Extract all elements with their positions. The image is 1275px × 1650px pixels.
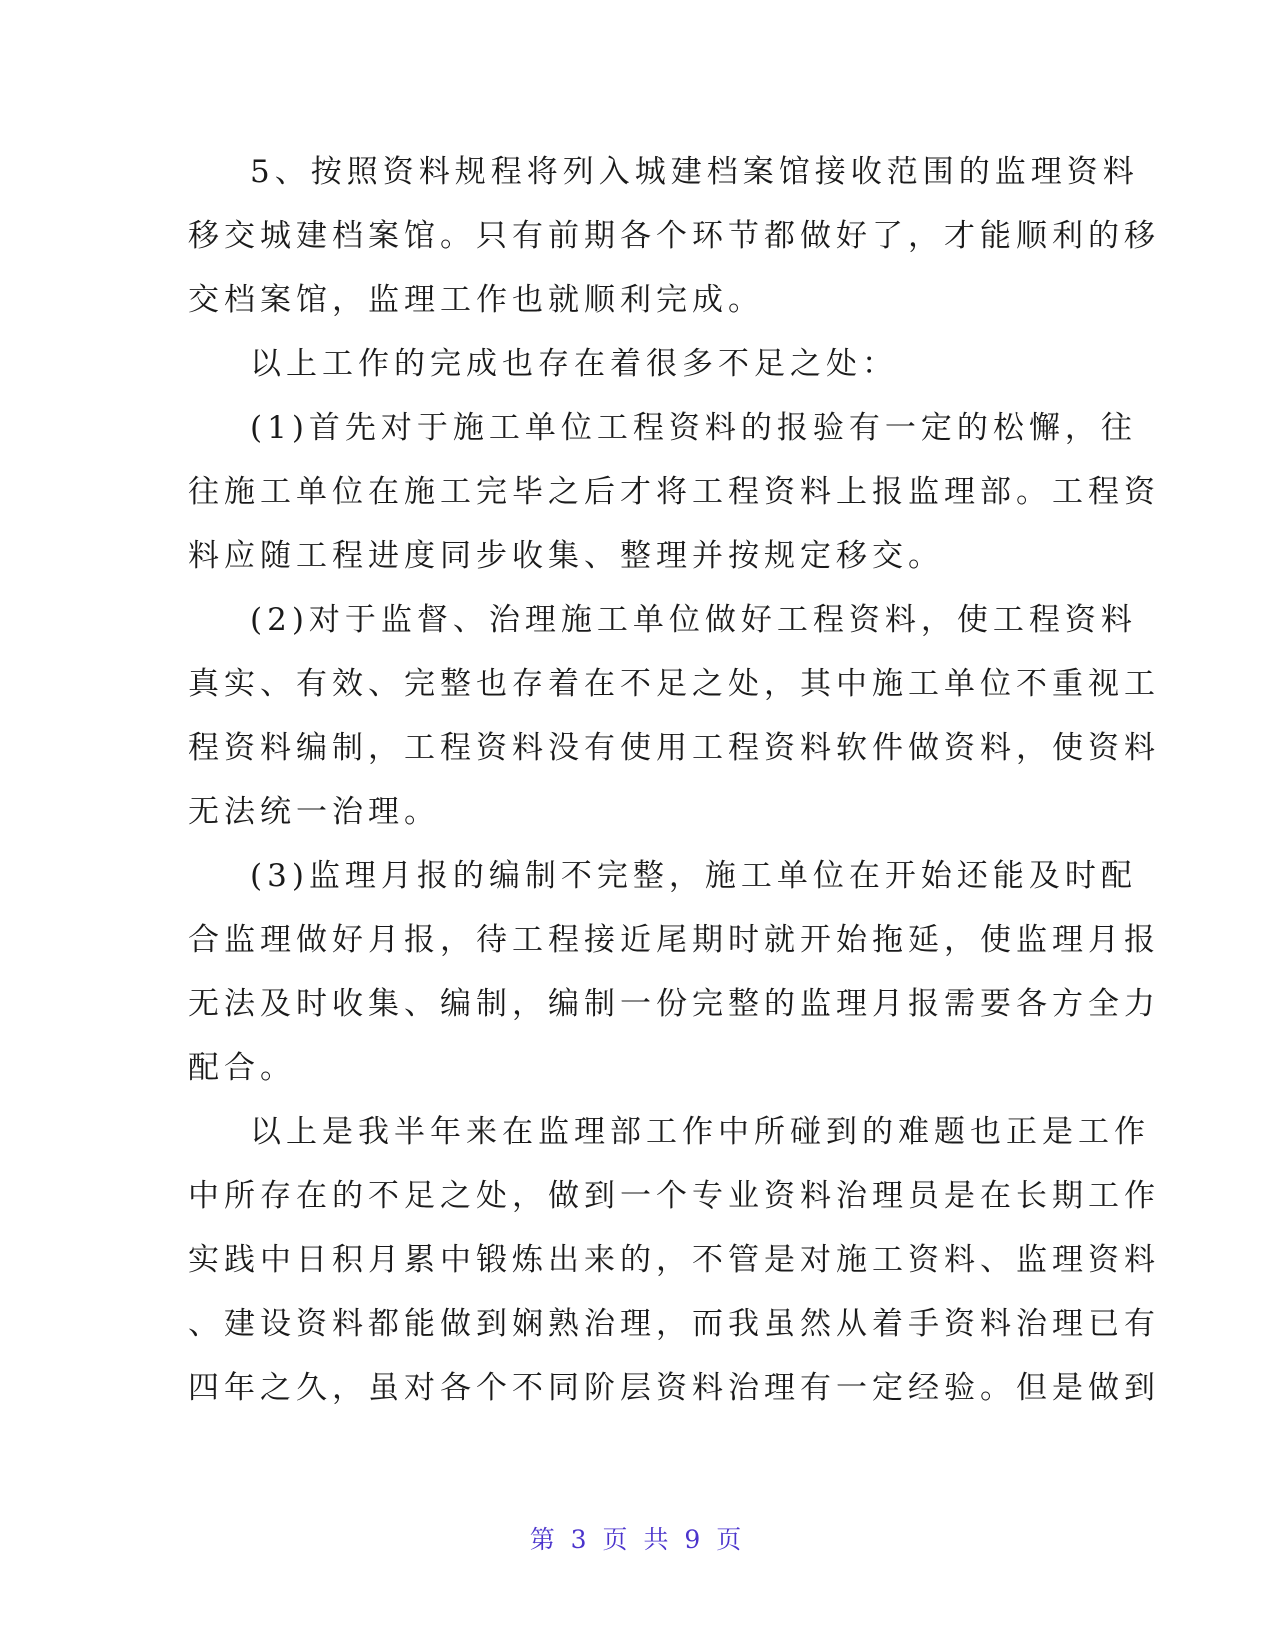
text-line: 料应随工程进度同步收集、整理并按规定移交。 [188, 538, 944, 574]
text-line: 无法及时收集、编制，编制一份完整的监理月报需要各方全力 [188, 986, 1160, 1022]
text-line: 以上工作的完成也存在着很多不足之处： [250, 346, 898, 382]
paragraph-shortcoming-1 [188, 396, 1160, 588]
text-line: 无法统一治理。 [188, 794, 440, 830]
text-line: (2)对于监督、治理施工单位做好工程资料，使工程资料 [250, 602, 1137, 638]
paragraph-shortcoming-2 [188, 588, 1160, 844]
text-line: 四年之久，虽对各个不同阶层资料治理有一定经验。但是做到 [188, 1370, 1160, 1406]
text-line: 往施工单位在施工完毕之后才将工程资料上报监理部。工程资 [188, 474, 1160, 510]
text-line: 实践中日积月累中锻炼出来的，不管是对施工资料、监理资料 [188, 1242, 1160, 1278]
text-line: 合监理做好月报，待工程接近尾期时就开始拖延，使监理月报 [188, 922, 1160, 958]
text-line: 以上是我半年来在监理部工作中所碰到的难题也正是工作 [250, 1114, 1150, 1150]
text-line: 移交城建档案馆。只有前期各个环节都做好了，才能顺利的移 [188, 218, 1160, 254]
text-line: 、建设资料都能做到娴熟治理，而我虽然从着手资料治理已有 [188, 1306, 1160, 1342]
text-line: 程资料编制，工程资料没有使用工程资料软件做资料，使资料 [188, 730, 1160, 766]
paragraph-shortcoming-3 [188, 844, 1160, 1100]
text-line: (1)首先对于施工单位工程资料的报验有一定的松懈，往 [250, 410, 1137, 446]
paragraph-shortcomings-intro [188, 332, 1088, 396]
text-line: 5、按照资料规程将列入城建档案馆接收范围的监理资料 [250, 154, 1139, 190]
document-body [188, 140, 1160, 1420]
text-line: 中所存在的不足之处，做到一个专业资料治理员是在长期工作 [188, 1178, 1160, 1214]
text-line: 真实、有效、完整也存着在不足之处，其中施工单位不重视工 [188, 666, 1160, 702]
text-line: 交档案馆，监理工作也就顺利完成。 [188, 282, 764, 318]
text-line: (3)监理月报的编制不完整，施工单位在开始还能及时配 [250, 858, 1137, 894]
page-number-footer: 第 3 页 共 9 页 [529, 1525, 746, 1554]
text-line: 配合。 [188, 1050, 296, 1086]
paragraph-archive-transfer [188, 140, 1160, 332]
paragraph-summary [188, 1100, 1160, 1420]
